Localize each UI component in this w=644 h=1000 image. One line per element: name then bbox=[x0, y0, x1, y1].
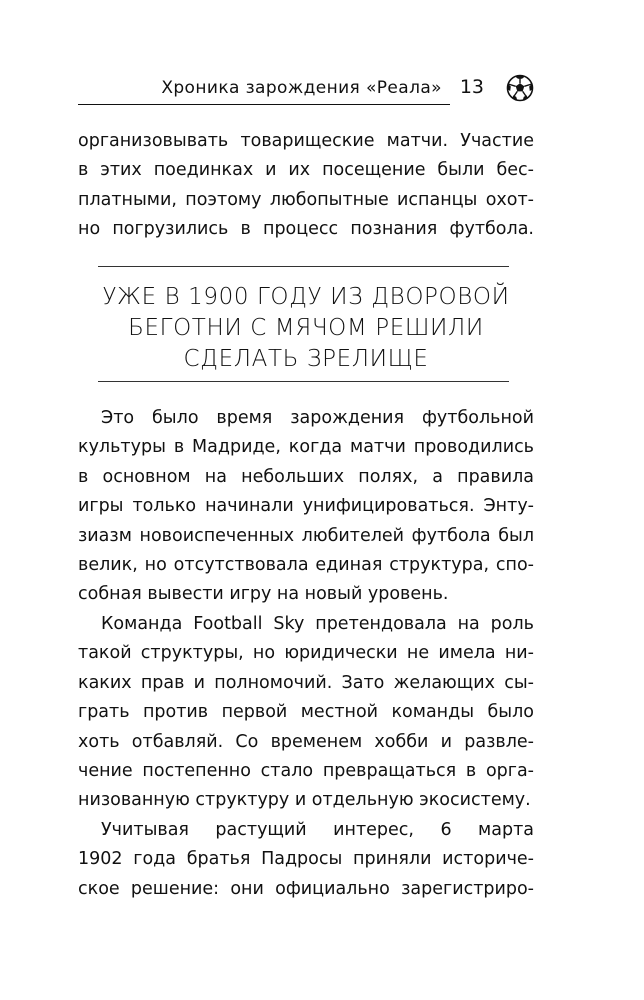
text-line: грать против первой местной команды было bbox=[78, 702, 534, 723]
page-number: 13 bbox=[459, 76, 484, 98]
text-line: Команда Football Sky претендовала на роль bbox=[101, 614, 534, 634]
text-line: но погрузились в процесс познания футбола. bbox=[78, 219, 534, 240]
text-line: велик, но отсутствовала единая структура, спо- bbox=[78, 555, 534, 576]
callout-bottom-rule bbox=[98, 381, 509, 382]
body-paragraph bbox=[78, 610, 534, 816]
text-line: культуры в Мадриде, когда матчи проводились bbox=[78, 437, 534, 458]
pull-quote bbox=[78, 282, 534, 375]
text-line: Это было время зарождения футбольной bbox=[101, 408, 534, 428]
text-line: собная вывести игру на новый уровень. bbox=[78, 584, 449, 605]
text-line: организовывать товарищеские матчи. Участие bbox=[78, 131, 534, 151]
text-line: в этих поединках и их посещение были бес- bbox=[78, 160, 534, 181]
text-line: 1902 года братья Падросы приняли историче- bbox=[78, 849, 534, 870]
text-line: в основном на небольших полях, а правила bbox=[78, 466, 534, 487]
text-line: ское решение: они официально зарегистриро- bbox=[78, 878, 534, 899]
body-paragraph bbox=[78, 816, 534, 904]
pull-quote-line: СДЕЛАТЬ ЗРЕЛИЩЕ bbox=[183, 346, 429, 372]
body-paragraph bbox=[78, 404, 534, 610]
text-line: каких прав и полномочий. Зато желающих сы- bbox=[78, 672, 534, 693]
text-line: зиазм новоиспеченных любителей футбола был bbox=[78, 525, 534, 546]
running-header-title: Хроника зарождения «Реала» bbox=[161, 78, 442, 98]
text-line: платными, поэтому любопытные испанцы охот- bbox=[78, 189, 534, 210]
intro-paragraph bbox=[78, 127, 534, 245]
text-line: низованную структуру и отдельную экосистему. bbox=[78, 790, 531, 811]
soccer-ball-icon bbox=[506, 74, 534, 102]
callout-top-rule bbox=[98, 266, 509, 267]
text-line: Учитывая растущий интерес, 6 марта bbox=[101, 820, 534, 840]
pull-quote-line: БЕГОТНИ С МЯЧОМ РЕШИЛИ bbox=[128, 315, 484, 341]
text-line: чение постепенно стало превращаться в орга- bbox=[78, 761, 534, 782]
text-line: такой структуры, но юридически не имела ни- bbox=[78, 643, 534, 664]
text-line: игры только начинали унифицироваться. Энту- bbox=[78, 496, 534, 517]
running-header bbox=[78, 74, 534, 104]
text-line: хоть отбавляй. Со временем хобби и развле- bbox=[78, 731, 534, 752]
header-rule bbox=[78, 104, 450, 105]
pull-quote-line: УЖЕ В 1900 ГОДУ ИЗ ДВОРОВОЙ bbox=[102, 284, 510, 310]
